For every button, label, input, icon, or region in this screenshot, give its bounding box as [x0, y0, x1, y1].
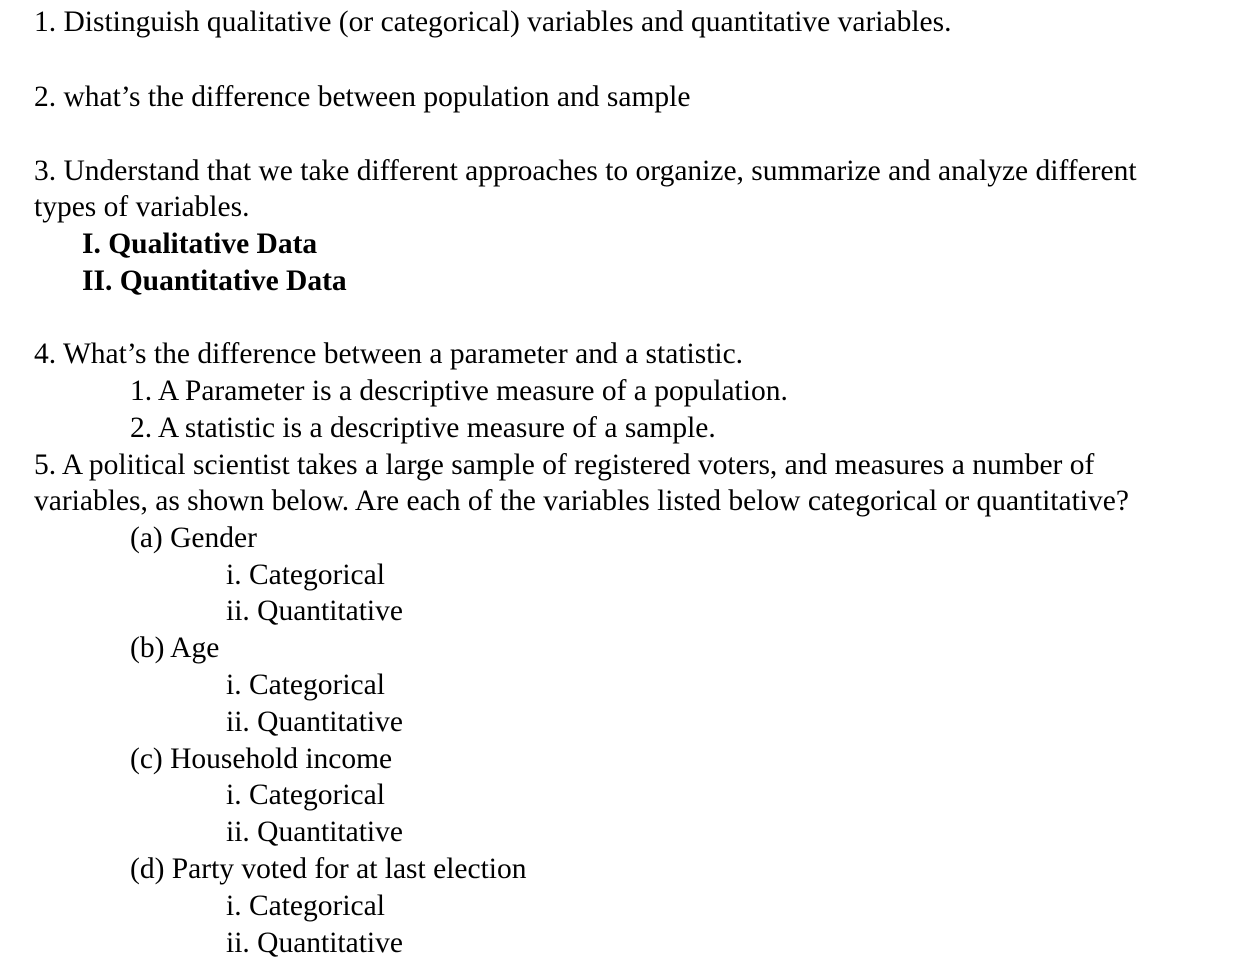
question-4: 4. What’s the difference between a parameter and a statistic.: [34, 338, 744, 370]
question-3-line-1: 3. Understand that we take different approaches to organize, summarize and analyze different: [34, 155, 1137, 187]
question-4-item-statistic: 2. A statistic is a descriptive measure of a sample.: [130, 412, 716, 444]
question-3-item-quantitative: II. Quantitative Data: [82, 265, 347, 297]
question-2: 2. what’s the difference between population and sample: [34, 81, 691, 113]
part-c-option-quantitative: ii. Quantitative: [226, 816, 403, 848]
part-a-option-categorical: i. Categorical: [226, 559, 385, 591]
question-5-line-1: 5. A political scientist takes a large sample of registered voters, and measures a number of: [34, 449, 1095, 481]
part-c-option-categorical: i. Categorical: [226, 779, 385, 811]
question-3-item-qualitative: I. Qualitative Data: [82, 228, 318, 260]
part-b-option-categorical: i. Categorical: [226, 669, 385, 701]
part-d-option-categorical: i. Categorical: [226, 890, 385, 922]
part-b-option-quantitative: ii. Quantitative: [226, 706, 403, 738]
part-c-label: (c) Household income: [130, 743, 393, 775]
part-b-label: (b) Age: [130, 632, 220, 664]
question-5-line-2: variables, as shown below. Are each of the variables listed below categorical or quantitative?: [34, 485, 1129, 517]
part-a-label: (a) Gender: [130, 522, 257, 554]
question-4-item-parameter: 1. A Parameter is a descriptive measure of a population.: [130, 375, 788, 407]
part-d-option-quantitative: ii. Quantitative: [226, 927, 403, 959]
part-a-option-quantitative: ii. Quantitative: [226, 595, 403, 627]
part-d-label: (d) Party voted for at last election: [130, 853, 527, 885]
question-1: 1. Distinguish qualitative (or categorical) variables and quantitative variables.: [34, 6, 952, 38]
question-3-line-2: types of variables.: [34, 191, 250, 223]
